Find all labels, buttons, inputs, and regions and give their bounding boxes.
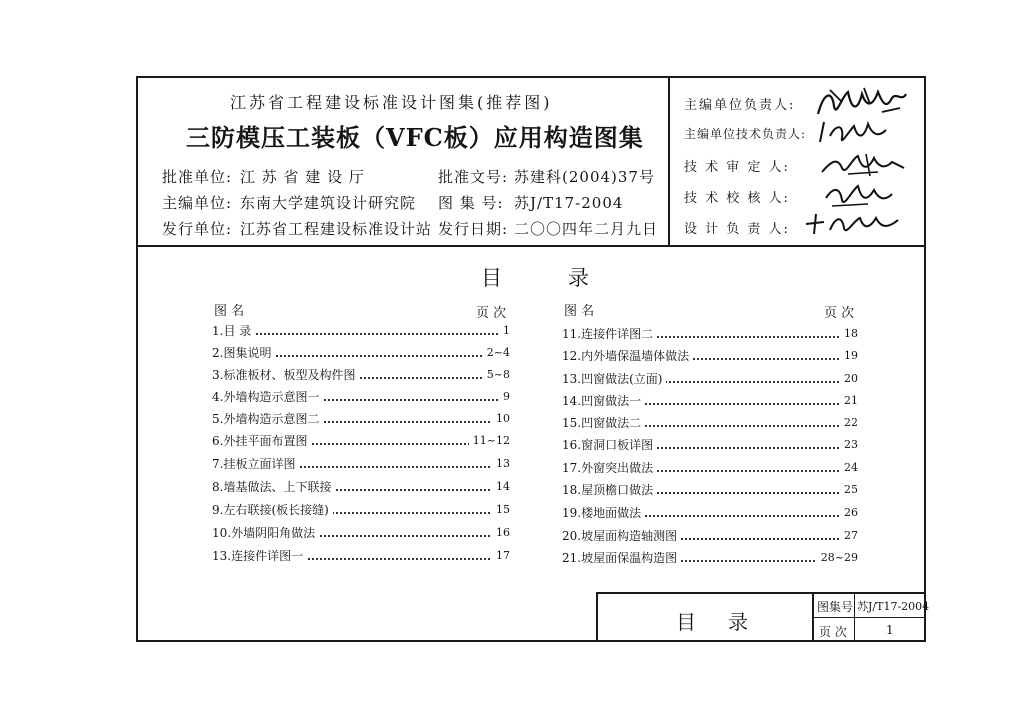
toc-item-page: 9: [499, 388, 510, 406]
toc-left-item: [212, 478, 510, 496]
toc-item-label: 5.外墙构造示意图二: [212, 410, 323, 428]
signature-1: [812, 84, 912, 120]
toc-item-label: 19.楼地面做法: [562, 504, 645, 522]
toc-item-page: 18: [840, 325, 858, 343]
toc-left-col-page: 页 次: [476, 306, 507, 321]
toc-item-page: 25: [840, 481, 858, 499]
toc-item-page: 24: [840, 459, 858, 477]
toc-item-label: 17.外窗突出做法: [562, 459, 657, 477]
chief-editor-unit-value: 东南大学建筑设计研究院: [240, 194, 417, 212]
toc-left-item: [212, 366, 510, 384]
atlas-number-cell-value: 苏J/T17-2004: [857, 600, 930, 613]
toc-item-page: 26: [840, 504, 858, 522]
toc-item-label: 20.坡屋面构造轴测图: [562, 527, 681, 545]
toc-right-item: [562, 527, 858, 545]
toc-item-page: 11~12: [469, 432, 510, 450]
toc-right-item: [562, 370, 858, 388]
toc-right-item: [562, 481, 858, 499]
role-chief-tech-head: 主编单位技术负责人:: [684, 127, 807, 141]
toc-left-item: [212, 455, 510, 473]
title-block-name-left: 目: [676, 610, 696, 634]
title-block-row-line: [812, 617, 926, 618]
toc-heading-right: 录: [568, 266, 591, 290]
toc-item-label: 15.凹窗做法二: [562, 414, 645, 432]
page-cell-label: 页 次: [819, 625, 847, 639]
toc-right-item: [562, 549, 858, 567]
toc-item-page: 15: [492, 501, 510, 519]
toc-item-label: 7.挂板立面详图: [212, 455, 299, 473]
signature-3: [818, 150, 908, 180]
toc-item-label: 18.屋顶檐口做法: [562, 481, 657, 499]
toc-left-item: [212, 432, 510, 450]
toc-right-item: [562, 414, 858, 432]
toc-left-item: [212, 524, 510, 542]
approval-number-label: 批准文号:: [438, 168, 509, 186]
toc-left-item: [212, 547, 510, 565]
role-technical-approver: 技 术 审 定 人:: [684, 160, 790, 175]
toc-right-item: [562, 392, 858, 410]
toc-right-item: [562, 436, 858, 454]
toc-right-col-page: 页 次: [824, 306, 855, 321]
toc-left-item: [212, 322, 510, 340]
role-technical-checker: 技 术 校 核 人:: [684, 191, 790, 206]
toc-right-col-name: 图 名: [564, 304, 595, 319]
header-divider: [136, 245, 926, 247]
toc-item-page: 21: [840, 392, 858, 410]
toc-item-page: 13: [492, 455, 510, 473]
toc-item-page: 14: [492, 478, 510, 496]
toc-heading-left: 目: [481, 266, 504, 290]
toc-item-page: 5~8: [483, 366, 510, 384]
toc-item-page: 22: [840, 414, 858, 432]
toc-item-label: 13.凹窗做法(立面): [562, 370, 666, 388]
toc-item-label: 8.墙基做法、上下联接: [212, 478, 335, 496]
toc-item-label: 10.外墙阴阳角做法: [212, 524, 319, 542]
toc-item-page: 23: [840, 436, 858, 454]
toc-left-item: [212, 344, 510, 362]
toc-item-page: 16: [492, 524, 510, 542]
chief-editor-unit-label: 主编单位:: [162, 194, 233, 212]
toc-item-label: 1.目 录: [212, 322, 255, 340]
toc-item-page: 10: [492, 410, 510, 428]
toc-left-item: [212, 388, 510, 406]
toc-left-item: [212, 410, 510, 428]
toc-item-label: 3.标准板材、板型及构件图: [212, 366, 359, 384]
header-vertical-divider: [668, 76, 670, 246]
publisher-unit-label: 发行单位:: [162, 220, 233, 238]
publisher-unit-value: 江苏省工程建设标准设计站: [240, 220, 433, 238]
title-block-left-line: [596, 592, 598, 642]
toc-item-label: 2.图集说明: [212, 344, 275, 362]
toc-item-label: 9.左右联接(板长接缝): [212, 501, 333, 519]
toc-left-col-name: 图 名: [214, 304, 245, 319]
title-block-top-line: [596, 592, 926, 594]
atlas-number-value: 苏J/T17-2004: [514, 194, 624, 212]
toc-right-item: [562, 504, 858, 522]
approval-unit-label: 批准单位:: [162, 168, 233, 186]
signature-5: [802, 210, 902, 238]
toc-left-item: [212, 501, 510, 519]
approval-unit-value: 江 苏 省 建 设 厅: [240, 168, 365, 186]
toc-item-page: 27: [840, 527, 858, 545]
toc-item-label: 6.外挂平面布置图: [212, 432, 311, 450]
signature-2: [814, 116, 894, 148]
signature-4: [822, 180, 902, 210]
issue-date-value: 二〇〇四年二月九日: [514, 220, 659, 238]
toc-item-label: 11.连接件详图二: [562, 325, 657, 343]
atlas-number-label: 图 集 号:: [438, 194, 504, 212]
toc-right-item: [562, 325, 858, 343]
atlas-number-cell-label: 图集号: [817, 600, 854, 614]
toc-item-page: 28~29: [817, 549, 858, 567]
toc-item-page: 2~4: [483, 344, 510, 362]
atlas-subtitle: 江苏省工程建设标准设计图集(推荐图): [230, 93, 553, 112]
role-design-lead: 设 计 负 责 人:: [684, 222, 790, 237]
atlas-title: 三防模压工装板（VFC板）应用构造图集: [186, 123, 644, 152]
toc-item-page: 1: [499, 322, 510, 340]
toc-item-label: 4.外墙构造示意图一: [212, 388, 323, 406]
toc-item-label: 12.内外墙保温墙体做法: [562, 347, 693, 365]
toc-item-page: 20: [840, 370, 858, 388]
toc-right-item: [562, 459, 858, 477]
page-cell-value: 1: [886, 623, 894, 637]
role-chief-unit-head: 主编单位负责人:: [684, 98, 796, 113]
approval-number-value: 苏建科(2004)37号: [514, 168, 655, 186]
toc-item-label: 14.凹窗做法一: [562, 392, 645, 410]
title-block-name-right: 录: [728, 610, 748, 634]
toc-item-page: 17: [492, 547, 510, 565]
toc-item-page: 19: [840, 347, 858, 365]
toc-right-item: [562, 347, 858, 365]
issue-date-label: 发行日期:: [438, 220, 509, 238]
toc-item-label: 21.坡屋面保温构造图: [562, 549, 681, 567]
toc-item-label: 16.窗洞口板详图: [562, 436, 657, 454]
toc-item-label: 13.连接件详图一: [212, 547, 307, 565]
